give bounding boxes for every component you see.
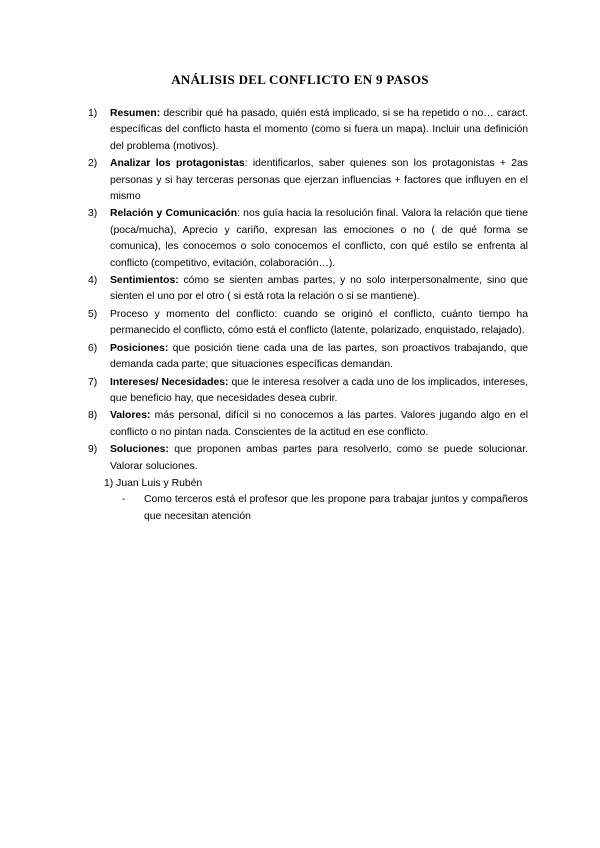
- item-term: Intereses/ Necesidades:: [110, 376, 229, 388]
- item-number: 1): [88, 108, 98, 119]
- item-number: 4): [88, 275, 98, 287]
- item-number: 9): [88, 444, 98, 456]
- item-term: Soluciones:: [110, 444, 169, 456]
- item-text: que proponen ambas partes para resolverlo, como se puede solucionar. Valorar soluciones.: [110, 444, 528, 472]
- list-item: [88, 341, 528, 374]
- sub-sub-list-item: [104, 492, 528, 525]
- item-text: Proceso y momento del conflicto: cuando se originó el conflicto, cuánto tiempo ha permanecido el conflicto, cómo está el conflicto (latente, polarizado, enquistado, relajado).: [110, 308, 528, 337]
- item-number: 3): [88, 208, 98, 220]
- item-text: más personal, difícil si no conocemos a las partes. Valores jugando algo en el conflicto o no pintan nada. Conscientes de la actitud en ese conflicto.: [110, 410, 528, 438]
- list-item: [88, 408, 528, 441]
- list-item: [88, 273, 528, 306]
- list-item: [88, 442, 528, 475]
- dash-bullet: -: [122, 494, 126, 506]
- item-term: Posiciones:: [110, 342, 169, 354]
- item-number: 8): [88, 410, 98, 422]
- item-text: cómo se sienten ambas partes, y no solo interpersonalmente, sino que sienten el uno por el otro ( si está rota la relación o si se mantiene).: [110, 275, 528, 303]
- item-term: Sentimientos:: [110, 275, 179, 287]
- list-item: [88, 156, 528, 205]
- sub-list-item: 1) Juan Luis y Rubén: [104, 477, 203, 489]
- sub-sub-item-text: Como terceros está el profesor que les propone para trabajar juntos y compañeros que necesitan atención: [144, 494, 528, 522]
- item-text: describir qué ha pasado, quién está implicado, si se ha repetido o no… caract. específicas del conflicto hasta el momento (como si fuera un mapa). Incluir una definición del problema (motivos).: [110, 108, 528, 152]
- item-term: Valores:: [110, 410, 151, 422]
- item-term: Relación y Comunicación: [110, 208, 238, 220]
- item-term: Analizar los protagonistas: [110, 158, 245, 170]
- item-text: que posición tiene cada una de las partes, son proactivos trabajando, que demanda cada parte; que situaciones específicas demandan.: [110, 342, 528, 371]
- item-text: que le interesa resolver a cada uno de los implicados, intereses, que beneficio hay, que necesidades desea cubrir.: [110, 376, 528, 404]
- item-text: : nos guía hacia la resolución final. Valora la relación que tiene (poca/mucha), Aprecio y cariño, expresan las emociones o no ( de qué forma se comunica), les conocemos o solo conocemos el conflicto, con qué estilo se enfrenta al conflicto (competitivo, evitación, colaboración…).: [110, 208, 528, 269]
- item-number: 6): [88, 342, 98, 354]
- list-item: [88, 307, 528, 340]
- item-number: 2): [88, 158, 98, 170]
- item-number: 7): [88, 376, 98, 388]
- list-item: [88, 375, 528, 408]
- list-item: [88, 106, 528, 155]
- steps-list: [88, 106, 528, 525]
- list-item: [88, 206, 528, 272]
- item-text: : identificarlos, saber quienes son los protagonistas + 2as personas y si hay terceras personas que ejerzan influencias + factores que influyen en el mismo: [110, 158, 528, 203]
- document-title: ANÁLISIS DEL CONFLICTO EN 9 PASOS: [171, 72, 429, 87]
- item-term: Resumen:: [110, 108, 161, 119]
- item-number: 5): [88, 308, 98, 320]
